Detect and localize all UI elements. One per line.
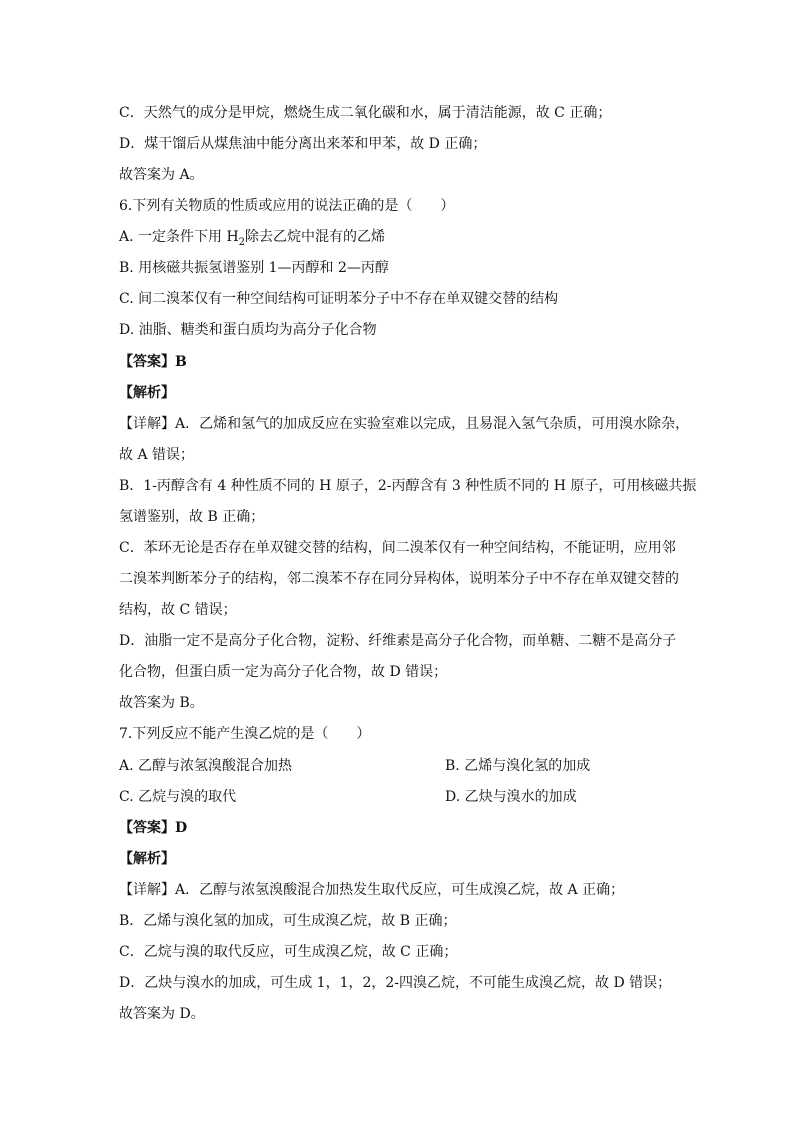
question-6: 6.下列有关物质的性质或应用的说法正确的是（ ） bbox=[119, 198, 455, 214]
question-6-option-b: B. 用核磁共振氢谱鉴别 1—丙醇和 2—丙醇 bbox=[119, 260, 389, 276]
question-7-option-d: D. 乙炔与溴水的加成 bbox=[445, 789, 577, 805]
detail-7-a: 【详解】A．乙醇与浓氢溴酸混合加热发生取代反应，可生成溴乙烷，故 A 正确； bbox=[119, 882, 625, 898]
detail-6-c-line1: C．苯环无论是否存在单双键交替的结构，间二溴苯仅有一种空间结构，不能证明，应用邻 bbox=[119, 540, 676, 556]
question-6-option-d: D. 油脂、糖类和蛋白质均为高分子化合物 bbox=[119, 322, 377, 338]
question-6-option-a bbox=[119, 227, 385, 247]
question-7-option-a: A. 乙醇与浓氢溴酸混合加热 bbox=[119, 758, 293, 774]
final-answer-6: 故答案为 B。 bbox=[119, 695, 204, 711]
question-6-option-c: C. 间二溴苯仅有一种空间结构可证明苯分子中不存在单双键交替的结构 bbox=[119, 291, 559, 307]
detail-6-a-line2: 故 A 错误； bbox=[119, 447, 195, 463]
detail-6-d-line1: D．油脂一定不是高分子化合物，淀粉、纤维素是高分子化合物，而单糖、二糖不是高分子 bbox=[119, 633, 677, 649]
option-a-text: A. 一定条件下用 H bbox=[119, 229, 239, 245]
detail-7-b: B．乙烯与溴化氢的加成，可生成溴乙烷，故 B 正确； bbox=[119, 913, 457, 929]
text-line-c-natural-gas: C．天然气的成分是甲烷，燃烧生成二氧化碳和水，属于清洁能源，故 C 正确； bbox=[119, 105, 612, 121]
final-answer-7: 故答案为 D。 bbox=[119, 1006, 205, 1022]
detail-6-c-line2: 二溴苯判断苯分子的结构，邻二溴苯不存在同分异构体，说明苯分子中不存在单双键交替的 bbox=[119, 571, 679, 587]
analysis-7-heading: 【解析】 bbox=[119, 851, 175, 867]
option-a-text-end: 除去乙烷中混有的乙烯 bbox=[245, 229, 386, 245]
detail-7-c: C．乙烷与溴的取代反应，可生成溴乙烷，故 C 正确； bbox=[119, 944, 458, 960]
analysis-6-heading: 【解析】 bbox=[119, 385, 175, 401]
detail-6-b-line1: B．1-丙醇含有 4 种性质不同的 H 原子，2-丙醇含有 3 种性质不同的 H 原子，可用核磁共振 bbox=[119, 478, 697, 494]
answer-7: 【答案】D bbox=[119, 820, 188, 836]
detail-6-d-line2: 化合物，但蛋白质一定为高分子化合物，故 D 错误； bbox=[119, 664, 448, 680]
answer-6: 【答案】B bbox=[119, 354, 187, 370]
question-7-option-c: C. 乙烷与溴的取代 bbox=[119, 789, 237, 805]
detail-6-a-line1: 【详解】A．乙烯和氢气的加成反应在实验室难以完成，且易混入氢气杂质，可用溴水除杂， bbox=[119, 416, 690, 432]
subscript-2: 2 bbox=[238, 236, 246, 248]
question-7: 7.下列反应不能产生溴乙烷的是（ ） bbox=[119, 726, 371, 742]
text-line-d-coal: D．煤干馏后从煤焦油中能分离出来苯和甲苯，故 D 正确； bbox=[119, 136, 487, 152]
detail-7-d: D．乙炔与溴水的加成，可生成 1，1，2，2-四溴乙烷，不可能生成溴乙烷，故 D 错误； bbox=[119, 975, 672, 991]
detail-6-b-line2: 氢谱鉴别，故 B 正确； bbox=[119, 509, 265, 525]
text-line-answer-a: 故答案为 A。 bbox=[119, 167, 204, 183]
detail-6-c-line3: 结构，故 C 错误； bbox=[119, 602, 237, 618]
question-7-option-b: B. 乙烯与溴化氢的加成 bbox=[445, 758, 591, 774]
